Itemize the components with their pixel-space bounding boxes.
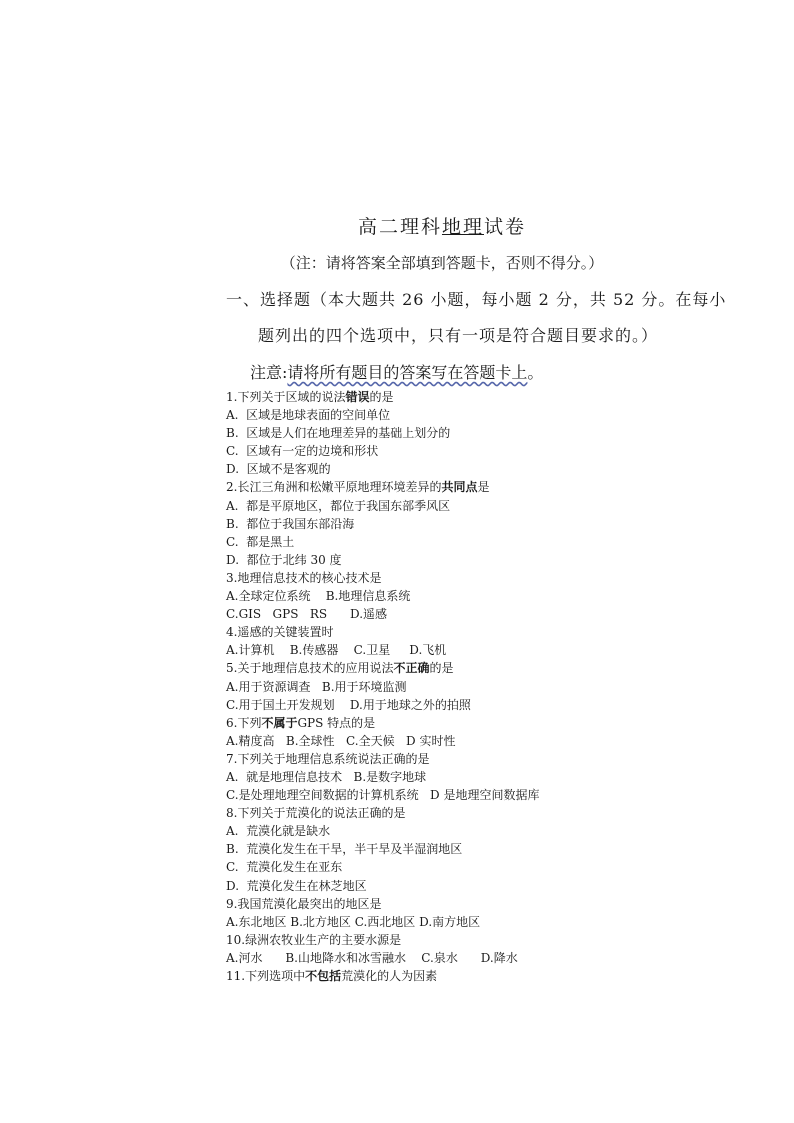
notice-prefix: 注意: — [250, 363, 288, 382]
q1-option-d: D. 区域不是客观的 — [226, 462, 331, 477]
q2-stem: 2.长江三角洲和松嫩平原地理环境差异的 — [226, 480, 442, 495]
q2-option-b: B. 都位于我国东部沿海 — [226, 516, 355, 531]
question-9: 9.我国荒漠化最突出的地区是 — [226, 896, 382, 911]
q2-stem-end: 是 — [477, 480, 490, 495]
section-heading-line2: 题列出的四个选项中，只有一项是符合题目要求的。） — [258, 326, 659, 345]
q1-option-b: B. 区域是人们在地理差异的基础上划分的 — [226, 426, 451, 441]
question-4: 4.遥感的关键装置时 — [226, 625, 334, 640]
q7-options-cd: C.是处理地理空间数据的计算机系统 D 是地理空间数据库 — [226, 788, 540, 803]
q8-option-d: D. 荒漠化发生在林芝地区 — [226, 878, 367, 893]
page-title — [0, 212, 794, 239]
q5-emphasis: 不正确 — [393, 661, 430, 676]
q2-emphasis: 共同点 — [441, 480, 478, 495]
q6-stem-end: GPS 特点的是 — [297, 715, 376, 730]
question-3: 3.地理信息技术的核心技术是 — [226, 570, 382, 585]
notice-end: 。 — [527, 363, 544, 382]
q11-stem-end: 荒漠化的人为因素 — [341, 969, 438, 983]
title-subject: 地理 — [441, 216, 484, 238]
q6-emphasis: 不属于 — [261, 715, 298, 730]
question-10: 10.绿洲农牧业生产的主要水源是 — [226, 932, 402, 947]
title-prefix: 高二理科 — [357, 216, 442, 238]
q11-stem: 11.下列选项中 — [226, 969, 306, 983]
q1-option-a: A. 区域是地球表面的空间单位 — [226, 408, 391, 423]
q8-option-c: C. 荒漠化发生在亚东 — [226, 860, 343, 875]
question-11 — [226, 967, 539, 985]
question-7: 7.下列关于地理信息系统说法正确的是 — [226, 751, 430, 766]
question-list — [226, 388, 539, 985]
question-2 — [226, 478, 539, 496]
q2-option-c: C. 都是黑土 — [226, 534, 295, 549]
q8-option-a: A. 荒漠化就是缺水 — [226, 824, 331, 839]
q7-options-ab: A. 就是地理信息技术 B.是数字地球 — [226, 769, 427, 784]
q11-emphasis: 不包括 — [305, 969, 342, 983]
notice — [250, 360, 543, 383]
q4-options: A.计算机 B.传感器 C.卫星 D.飞机 — [226, 643, 447, 658]
q5-options-cd: C.用于国土开发规划 D.用于地球之外的拍照 — [226, 697, 471, 712]
q5-stem-end: 的是 — [429, 661, 454, 676]
q8-option-b: B. 荒漠化发生在干旱，半干旱及半湿润地区 — [226, 842, 463, 857]
question-5 — [226, 659, 539, 677]
question-6 — [226, 714, 539, 732]
q9-options: A.东北地区 B.北方地区 C.西北地区 D.南方地区 — [226, 914, 481, 929]
title-suffix: 试卷 — [484, 216, 527, 238]
q6-options: A.精度高 B.全球性 C.全天候 D 实时性 — [226, 733, 456, 748]
q3-options-ab: A.全球定位系统 B.地理信息系统 — [226, 589, 411, 604]
q6-stem: 6.下列 — [226, 715, 262, 730]
q5-options-ab: A.用于资源调查 B.用于环境监测 — [226, 679, 407, 694]
question-1 — [226, 388, 539, 406]
q3-options-cd: C.GIS GPS RS D.遥感 — [226, 607, 388, 622]
q1-emphasis: 错误 — [345, 390, 370, 404]
q10-options: A.河水 B.山地降水和冰雪融水 C.泉水 D.降水 — [226, 950, 518, 965]
q2-option-a: A. 都是平原地区，都位于我国东部季风区 — [226, 498, 451, 513]
q1-stem: 1.下列关于区域的说法 — [226, 390, 346, 404]
q2-option-d: D. 都位于北纬 30 度 — [226, 552, 342, 567]
notice-text: 请将所有题目的答案写在答题卡上 — [287, 363, 528, 382]
question-8: 8.下列关于荒漠化的说法正确的是 — [226, 806, 406, 821]
q1-stem-end: 的是 — [369, 390, 394, 404]
q5-stem: 5.关于地理信息技术的应用说法 — [226, 661, 394, 676]
q1-option-c: C. 区域有一定的边境和形状 — [226, 444, 379, 459]
section-heading-line1: 一、选择题（本大题共 26 小题，每小题 2 分，共 52 分。在每小 — [226, 290, 727, 309]
answer-note: （注：请将答案全部填到答题卡，否则不得分。） — [280, 254, 604, 272]
